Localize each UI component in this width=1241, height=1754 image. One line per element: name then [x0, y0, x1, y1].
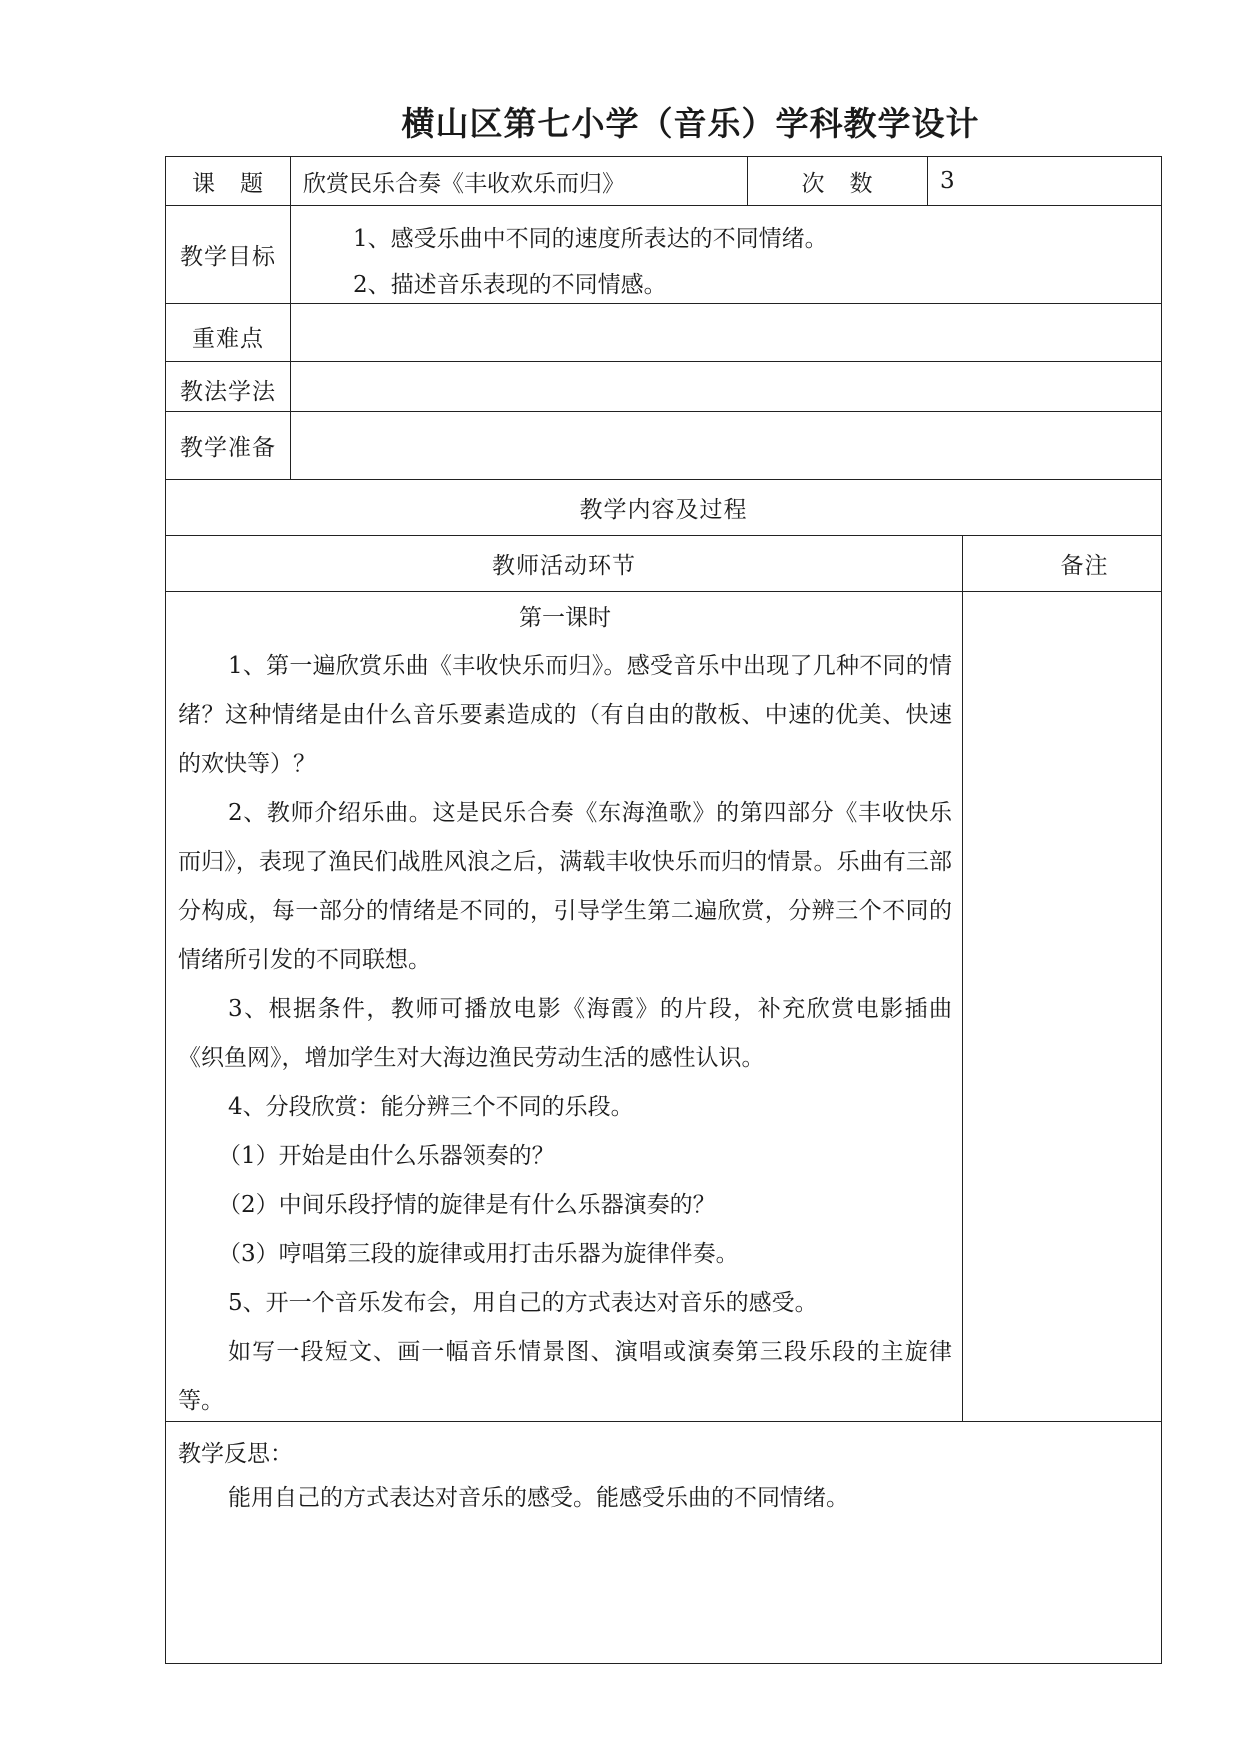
- process-heading: 教学内容及过程: [579, 497, 748, 523]
- activity-paragraph: 5、开一个音乐发布会，用自己的方式表达对音乐的感受。: [228, 1290, 818, 1316]
- reflection-cell: [166, 1422, 1161, 1663]
- objectives-row: [166, 206, 1161, 304]
- page-title: 横山区第七小学（音乐）学科教学设计: [401, 104, 980, 143]
- objective-item: 2、描述音乐表现的不同情感。: [353, 272, 667, 298]
- activity-paragraph: 3、根据条件，教师可播放电影《海霞》的片段，补充欣赏电影插曲《织鱼网》，增加学生对大海边渔民劳动生活的感性认识。: [178, 996, 952, 1071]
- objectives-list: [291, 206, 1161, 303]
- methods-value: [291, 362, 1161, 411]
- reflection-text: 能用自己的方式表达对音乐的感受。能感受乐曲的不同情绪。: [228, 1485, 849, 1511]
- activity-paragraph: 2、教师介绍乐曲。这是民乐合奏《东海渔歌》的第四部分《丰收快乐而归》，表现了渔民们战胜风浪之后，满载丰收快乐而归的情景。乐曲有三部分构成，每一部分的情绪是不同的，引导学生第二遍欣赏，分辨三个不同的情绪所引发的不同联想。: [178, 800, 952, 973]
- reflection-label: 教学反思：: [178, 1441, 293, 1467]
- preparation-label: 教学准备: [166, 412, 291, 479]
- topic-value: 欣赏民乐合奏《丰收欢乐而归》: [291, 157, 748, 205]
- topic-label: 课 题: [166, 157, 291, 205]
- reflection-row: [166, 1422, 1161, 1663]
- methods-row: [166, 362, 1161, 412]
- lesson-plan-table: [165, 156, 1162, 1664]
- difficulty-value: [291, 304, 1161, 361]
- activity-paragraph: 1、第一遍欣赏乐曲《丰收快乐而归》。感受音乐中出现了几种不同的情绪？这种情绪是由什么音乐要素造成的（有自由的散板、中速的优美、快速的欢快等）？: [178, 653, 952, 777]
- topic-row: [166, 157, 1161, 206]
- process-columns-row: [166, 536, 1161, 592]
- count-value: 3: [940, 168, 955, 194]
- activity-paragraph: 如写一段短文、画一幅音乐情景图、演唱或演奏第三段乐段的主旋律等。: [178, 1339, 952, 1414]
- objective-item: 1、感受乐曲中不同的速度所表达的不同情绪。: [353, 226, 828, 252]
- process-heading-row: [166, 480, 1161, 536]
- objectives-label: 教学目标: [166, 206, 291, 303]
- difficulty-row: [166, 304, 1161, 362]
- activity-sub-item: （3）哼唱第三段的旋律或用打击乐器为旋律伴奏。: [218, 1241, 739, 1267]
- preparation-value: [291, 412, 1161, 479]
- teacher-activities: [166, 592, 963, 1421]
- activity-sub-item: （2）中间乐段抒情的旋律是有什么乐器演奏的？: [218, 1192, 716, 1218]
- teaching-content-row: [166, 592, 1161, 1422]
- session-title: 第一课时: [519, 605, 611, 631]
- activity-sub-item: （1）开始是由什么乐器领奏的？: [218, 1143, 555, 1169]
- activity-paragraph: 4、分段欣赏：能分辨三个不同的乐段。: [228, 1094, 634, 1120]
- count-label: 次 数: [748, 157, 928, 205]
- difficulty-label: 重难点: [166, 304, 291, 361]
- methods-label: 教法学法: [166, 362, 291, 411]
- teacher-column-header: 教师活动环节: [166, 536, 963, 591]
- preparation-row: [166, 412, 1161, 480]
- notes-column-header: 备注: [1060, 553, 1109, 579]
- notes-cell: [963, 592, 1161, 1421]
